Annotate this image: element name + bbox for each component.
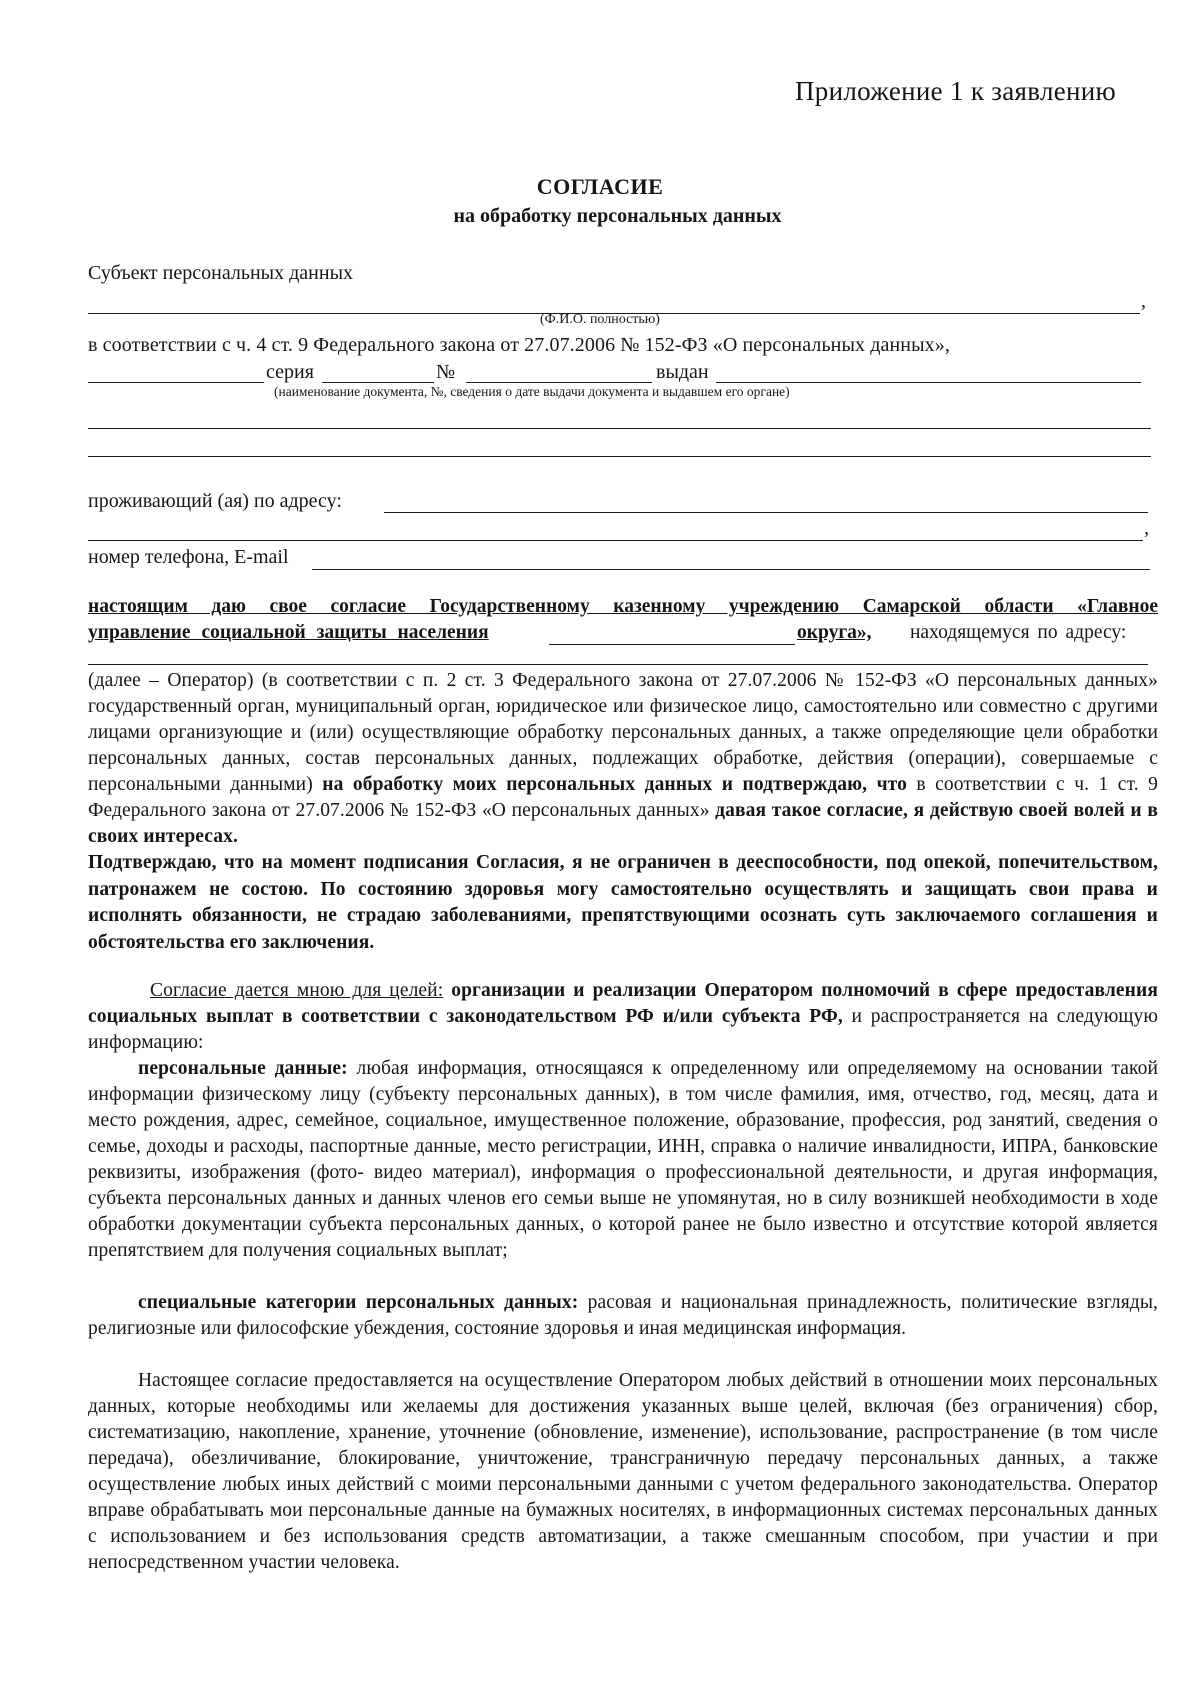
consent-intro-district: округа», — [797, 622, 872, 643]
series-field[interactable] — [322, 382, 434, 383]
document-name-field[interactable] — [88, 382, 264, 383]
issued-by-field[interactable] — [716, 382, 1141, 383]
operator-text: (далее – Оператор) (в соответствии с п. 2 ст. 3 Федерального закона от 27.07.2006 № 152-ФЗ «О персональных данных» государственный орган, муниципальный орган, юридическое или физическое лицо, самостоятельно или совместно с другими лицами организующие и (или) осуществляющие обработку персональных данных, а также определяющие цели обработки персональных данных, состав персональных данных, подлежащих обработке, действия (операции), совершаемые с персональными данными) — [88, 670, 1158, 795]
consent-intro-line-1: настоящим даю свое согласие Государственному казенному учреждению Самарской области «Главное — [88, 596, 1158, 617]
document-details-line-1[interactable] — [88, 428, 1151, 429]
address-comma: , — [1144, 517, 1149, 539]
document-caption: (наименование документа, №, сведения о дате выдачи документа и выдавшем его органе) — [274, 384, 790, 399]
purposes-paragraph — [88, 978, 1158, 1056]
personal-data-paragraph — [88, 1056, 1158, 1264]
fio-caption: (Ф.И.О. полностью) — [540, 312, 660, 327]
operator-address-field[interactable] — [88, 664, 1148, 665]
address-label: проживающий (ая) по адресу: — [88, 490, 342, 512]
operator-bold: на обработку моих персональных данных и подтверждаю, что — [322, 774, 907, 795]
series-label: серия — [266, 361, 314, 383]
operator-paragraph — [88, 668, 1158, 847]
law-reference-line: в соответствии с ч. 4 ст. 9 Федерального закона от 27.07.2006 № 152-ФЗ «О персональных данных», — [88, 334, 950, 356]
appendix-label: Приложение 1 к заявлению — [795, 76, 1116, 106]
number-label: № — [436, 361, 456, 383]
special-categories-text: расовая и национальная принадлежность, политические взгляды, религиозные или философские убеждения, состояние здоровья и иная медицинская информация. — [88, 1292, 1158, 1339]
actions-paragraph — [88, 1368, 1158, 1576]
operator-text-2: в соответствии с ч. 1 ст. 9 Федерального закона от 27.07.2006 № 152-ФЗ «О персональных данных» — [88, 774, 1158, 821]
special-categories-term: специальные категории персональных данных: — [138, 1292, 579, 1313]
subject-label: Субъект персональных данных — [88, 262, 354, 284]
consent-intro-address-label: находящемуся по адресу: — [910, 622, 1127, 643]
fio-comma: , — [1141, 290, 1146, 312]
phone-email-label: номер телефона, E-mail — [88, 546, 289, 568]
consent-intro-org: управление социальной защиты населения — [88, 622, 489, 643]
address-field[interactable] — [384, 512, 1148, 513]
address-field-line-2[interactable] — [88, 540, 1143, 541]
actions-text: Настоящее согласие предоставляется на осуществление Оператором любых действий в отношении моих персональных данных, которые необходимы или желаемы для достижения указанных выше целей, включая (без ограничения) сбор, систематизацию, накопление, хранение, уточнение (обновление, изменение), использование, распространение (в том числе передача), обезличивание, блокирование, уничтожение, трансграничную передачу персональных данных, а также осуществление любых иных действий с моими персональными данными с учетом федерального законодательства. Оператор вправе обрабатывать мои персональные данные на бумажных носителях, в информационных системах персональных данных с использованием и без использования средств автоматизации, а также смешанным способом, при участии и при непосредственном участии человека. — [88, 1370, 1158, 1573]
document-title: СОГЛАСИЕ — [536, 174, 664, 199]
phone-email-field[interactable] — [312, 569, 1150, 570]
purposes-bold: организации и реализации Оператором полномочий в сфере предоставления социальных выплат в соответствии с законодательством РФ и/или субъекта РФ, — [88, 980, 1159, 1027]
purposes-tail: и распространяется на следующую информацию: — [88, 1006, 1159, 1053]
document-details-line-2[interactable] — [88, 456, 1151, 457]
number-field[interactable] — [466, 382, 652, 383]
district-field[interactable] — [549, 644, 795, 645]
purposes-lead: Согласие дается мною для целей: — [150, 980, 444, 1001]
personal-data-text: любая информация, относящаяся к определенному или определяемому на основании такой информации физическому лицу (субъекту персональных данных), в том числе фамилия, имя, отчество, год, месяц, дата и место рождения, адрес, семейное, социальное, имущественное положение, образование, профессия, род занятий, сведения о семье, доходы и расходы, паспортные данные, место регистрации, ИНН, справка о наличие инвалидности, ИПРА, банковские реквизиты, изображения (фото- видео материал), информация о профессиональной деятельности, и другая информация, субъекта персональных данных и данных членов его семьи выше не упомянутая, но в силу возникшей необходимости в ходе обработки документации субъекта персональных данных, о которой ранее не было известно и отсутствие которой является препятствием для получения социальных выплат; — [88, 1058, 1159, 1261]
capacity-confirmation: Подтверждаю, что на момент подписания Согласия, я не ограничен в дееспособности, под опекой, попечительством, патронажем не состою. По состоянию здоровья могу самостоятельно осуществлять и защищать свои права и исполнять обязанности, не страдаю заболеваниями, препятствующими осознать суть заключаемого соглашения и обстоятельства его заключения. — [88, 852, 1158, 953]
issued-label: выдан — [656, 361, 709, 383]
special-categories-paragraph — [88, 1290, 1158, 1342]
operator-bold-2: давая такое согласие, я действую своей волей и в своих интересах. — [88, 800, 1158, 847]
personal-data-term: персональные данные: — [138, 1058, 348, 1079]
document-subtitle: на обработку персональных данных — [453, 205, 782, 227]
